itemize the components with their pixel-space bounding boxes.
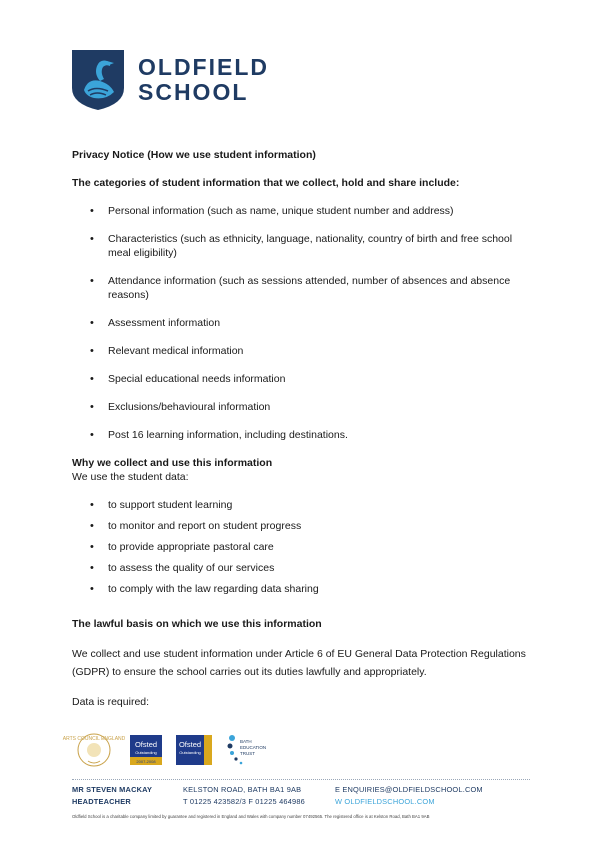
why-heading: Why we collect and use this information: [72, 457, 273, 469]
school-name-line2: SCHOOL: [138, 79, 249, 105]
bath-trust-line1: BATH: [240, 739, 252, 744]
address-block: [183, 784, 305, 808]
lawful-paragraph: We collect and use student information under Article 6 of EU General Data Protection Regulations (GDPR) to ensure the school carries out its duties lawfully and appropriately.: [72, 648, 526, 678]
ofsted-2-title: Ofsted: [178, 740, 202, 749]
list-item: • Relevant medical information: [72, 344, 532, 358]
school-header: [70, 48, 269, 112]
ofsted-title: Ofsted: [134, 740, 158, 749]
list-item: • Attendance information (such as sessions attended, number of absences and absence reasons): [72, 274, 532, 302]
uses-list: [72, 498, 532, 596]
swan-logo-icon: [70, 48, 126, 112]
footer-divider: [72, 779, 530, 780]
bath-trust-line3: TRUST: [240, 751, 255, 756]
list-item: • to provide appropriate pastoral care: [72, 540, 532, 554]
list-item: • Personal information (such as name, unique student number and address): [72, 204, 532, 218]
school-name: [138, 55, 269, 105]
bath-education-trust-logo-icon: [226, 730, 272, 770]
address: KELSTON ROAD, BATH BA1 9AB: [183, 785, 302, 794]
list-item: • to comply with the law regarding data sharing: [72, 582, 532, 596]
email-link[interactable]: E ENQUIRIES@OLDFIELDSCHOOL.COM: [335, 785, 483, 794]
lawful-heading: The lawful basis on which we use this information: [72, 618, 322, 630]
legal-notice: Oldfield School is a charitable company limited by guarantee and registered in England and Wales with company number 07492565. The registered office is at Kelston Road, Bath BA1 9AB: [72, 814, 430, 819]
ofsted-outstanding-2-logo-icon: [176, 735, 212, 765]
document-body: [72, 148, 532, 709]
list-item: • to support student learning: [72, 498, 532, 512]
list-item: • Characteristics (such as ethnicity, language, nationality, country of birth and free school meal eligibility): [72, 232, 532, 260]
why-intro: We use the student data:: [72, 471, 189, 483]
document-title: Privacy Notice (How we use student information): [72, 149, 316, 161]
headteacher-title: HEADTEACHER: [72, 797, 131, 806]
categories-heading: The categories of student information that we collect, hold and share include:: [72, 177, 460, 189]
phone: T 01225 423582/3 F 01225 464986: [183, 797, 305, 806]
ofsted-outstanding-logo-icon: [130, 735, 162, 765]
list-item: • Post 16 learning information, including destinations.: [72, 428, 532, 442]
online-contact-block: [335, 784, 483, 808]
ofsted-2-sub: Outstanding: [179, 750, 201, 755]
website-link[interactable]: W OLDFIELDSCHOOL.COM: [335, 797, 435, 806]
list-item: • to monitor and report on student progress: [72, 519, 532, 533]
accreditation-logos: [62, 730, 286, 770]
list-item: • Special educational needs information: [72, 372, 532, 386]
categories-list: [72, 204, 532, 442]
list-item: • Assessment information: [72, 316, 532, 330]
school-name-line1: OLDFIELD: [138, 54, 269, 80]
data-required-text: Data is required:: [72, 696, 150, 708]
arts-council-text: ARTS COUNCIL ENGLAND: [62, 736, 126, 742]
ofsted-sub: Outstanding: [135, 750, 157, 755]
ofsted-years: 2007-2008: [136, 759, 156, 764]
list-item: • to assess the quality of our services: [72, 561, 532, 575]
headteacher-name: MR STEVEN MACKAY: [72, 785, 153, 794]
headteacher-block: [72, 784, 152, 808]
list-item: • Exclusions/behavioural information: [72, 400, 532, 414]
arts-council-logo-icon: [62, 730, 126, 770]
bath-trust-line2: EDUCATION: [240, 745, 267, 750]
